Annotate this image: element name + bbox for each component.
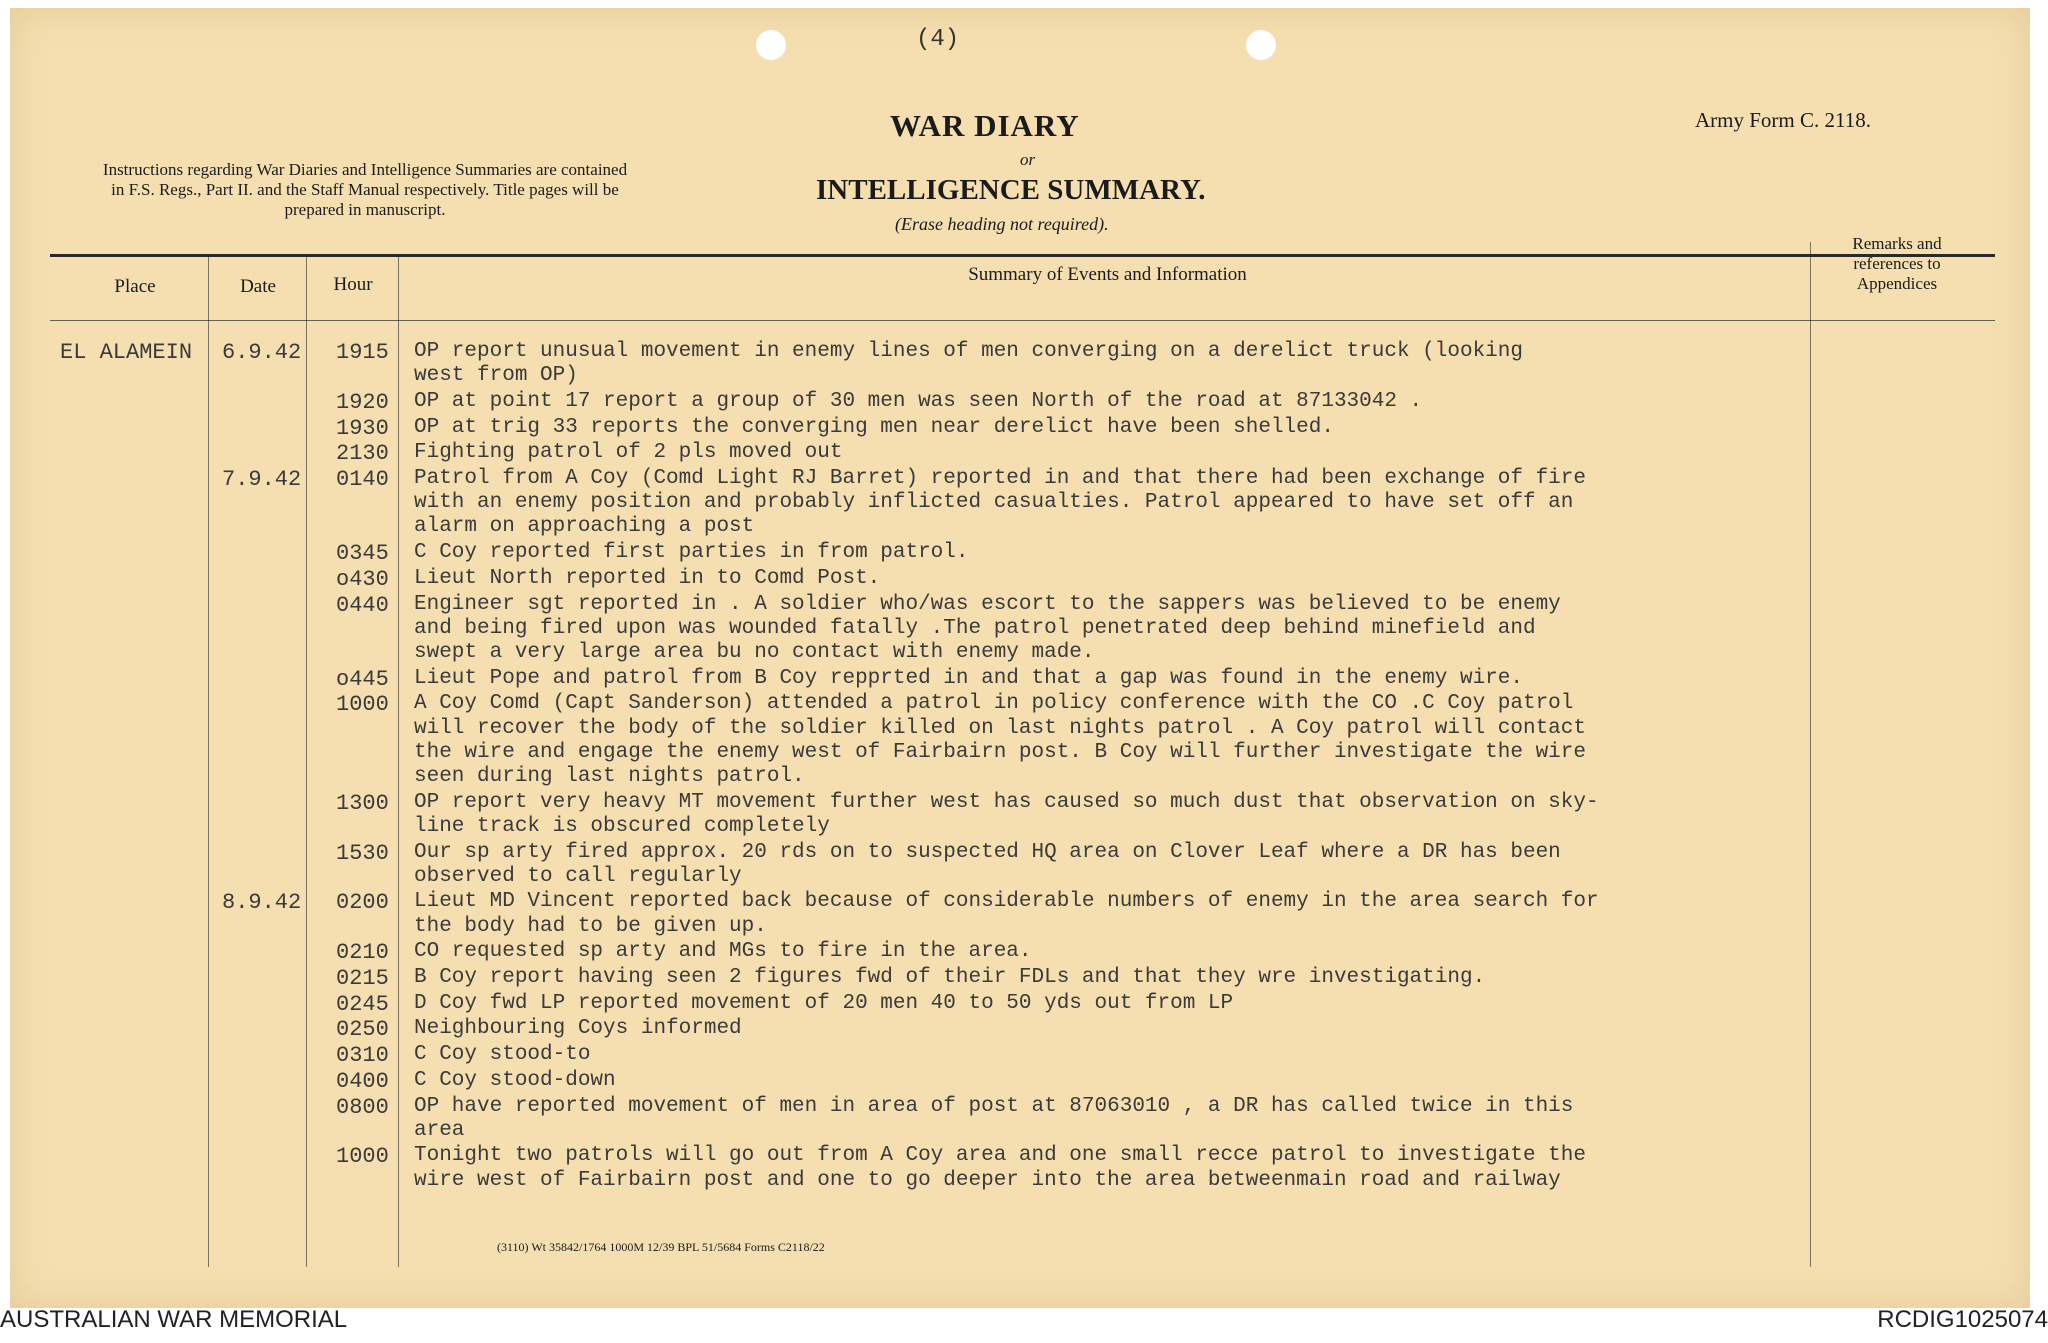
column-divider-summary bbox=[1810, 242, 1811, 1267]
entry-hour: 0210 bbox=[336, 940, 389, 966]
entry-text-line: Engineer sgt reported in . A soldier who/was escort to the sappers was believed to be enemy bbox=[414, 592, 1561, 616]
entry-text-line: alarm on approaching a post bbox=[414, 515, 755, 539]
diary-sheet bbox=[10, 8, 2030, 1308]
entry-text-line: will recover the body of the soldier killed on last nights patrol . A Coy patrol will contact bbox=[414, 716, 1586, 740]
entry-hour: 0345 bbox=[336, 541, 389, 567]
entry-hour: 1920 bbox=[336, 389, 389, 415]
entry-date: 6.9.42 bbox=[222, 340, 302, 365]
entry-hour: 0440 bbox=[336, 592, 389, 618]
entry-text-line: A Coy Comd (Capt Sanderson) attended a patrol in policy conference with the CO .C Coy patrol bbox=[414, 692, 1574, 716]
entry-text-line: OP at point 17 report a group of 30 men was seen North of the road at 87133042 . bbox=[414, 389, 1423, 413]
entry-hour: 0215 bbox=[336, 966, 389, 991]
entry-text-line: observed to call regularly bbox=[414, 864, 742, 888]
instructions-text: Instructions regarding War Diaries and Intelligence Summaries are contained in F.S. Regs., Part II. and the Staff Manual respectively. Title pages will be prepared in manuscript. bbox=[102, 160, 628, 219]
entry-text-line: B Coy report having seen 2 figures fwd of their FDLs and that they wre investigating. bbox=[414, 966, 1486, 989]
entry-hour: 0245 bbox=[336, 991, 389, 1017]
entry-hour: 0250 bbox=[336, 1017, 389, 1043]
column-divider-hour bbox=[398, 257, 399, 1267]
entry-text-line: Lieut North reported in to Comd Post. bbox=[414, 566, 881, 590]
entry-hour: 0400 bbox=[336, 1068, 389, 1094]
entry-hour: 1300 bbox=[336, 790, 389, 816]
printer-imprint: (3110) Wt 35842/1764 1000M 12/39 BPL 51/5684 Forms C2118/22 bbox=[497, 1240, 825, 1254]
entry-date: 8.9.42 bbox=[222, 890, 302, 916]
entry-text-line: west from OP) bbox=[414, 364, 578, 388]
header-place: Place bbox=[114, 276, 156, 297]
punch-hole-left bbox=[756, 30, 786, 60]
header-date: Date bbox=[240, 276, 276, 297]
entry-text-line: and being fired upon was wounded fatally .The patrol penetrated deep behind minefield and bbox=[414, 616, 1536, 640]
army-form-label: Army Form C. 2118. bbox=[1695, 108, 1871, 132]
entry-text-line: C Coy stood-down bbox=[414, 1068, 616, 1092]
entry-text-line: D Coy fwd LP reported movement of 20 men 40 to 50 yds out from LP bbox=[414, 991, 1234, 1015]
caption-left: AUSTRALIAN WAR MEMORIAL bbox=[0, 1306, 348, 1333]
place-value: EL ALAMEIN bbox=[60, 340, 193, 365]
entry-text-line: Patrol from A Coy (Comd Light RJ Barret) reported in and that there had been exchange of fire bbox=[414, 467, 1586, 490]
header-top-rule bbox=[50, 254, 1995, 257]
entry-hour: 0200 bbox=[336, 890, 389, 916]
entry-hour: 1000 bbox=[336, 1144, 389, 1170]
title-or: or bbox=[1020, 150, 1036, 169]
entry-text-line: CO requested sp arty and MGs to fire in the area. bbox=[414, 940, 1032, 964]
entry-text-line: Lieut Pope and patrol from B Coy repprted in and that a gap was found in the enemy wire. bbox=[414, 666, 1523, 690]
entry-date: 7.9.42 bbox=[222, 467, 302, 492]
entry-text-line: OP have reported movement of men in area of post at 87063010 , a DR has called twice in this bbox=[414, 1094, 1574, 1118]
entry-hour: o445 bbox=[336, 666, 389, 692]
entry-text-line: seen during last nights patrol. bbox=[414, 764, 805, 788]
header-summary: Summary of Events and Information bbox=[968, 264, 1247, 285]
form-title: WAR DIARY bbox=[890, 108, 1080, 143]
entry-text-line: Lieut MD Vincent reported back because of considerable numbers of enemy in the area search for bbox=[414, 890, 1599, 914]
entry-text-line: C Coy stood-to bbox=[414, 1043, 591, 1067]
entry-hour: 2130 bbox=[336, 441, 389, 467]
punch-hole-right bbox=[1246, 30, 1276, 60]
entry-text-line: the wire and engage the enemy west of Fairbairn post. B Coy will further investigate the wire bbox=[414, 740, 1586, 764]
entry-text-line: the body had to be given up. bbox=[414, 914, 767, 938]
entry-text-line: Neighbouring Coys informed bbox=[414, 1017, 742, 1041]
header-remarks: Remarks and references to Appendices bbox=[1852, 234, 1942, 293]
entry-text-line: Fighting patrol of 2 pls moved out bbox=[414, 441, 843, 465]
column-divider-place bbox=[208, 257, 209, 1267]
erase-note: (Erase heading not required). bbox=[895, 214, 1109, 234]
column-divider-date bbox=[306, 257, 307, 1267]
entry-text-line: Our sp arty fired approx. 20 rds on to suspected HQ area on Clover Leaf where a DR has been bbox=[414, 840, 1561, 864]
form-subtitle: INTELLIGENCE SUMMARY. bbox=[816, 174, 1206, 206]
entry-hour: 0310 bbox=[336, 1043, 389, 1069]
entry-text-line: OP report unusual movement in enemy lines of men converging on a derelict truck (looking bbox=[414, 340, 1523, 363]
entry-hour: o430 bbox=[336, 566, 389, 592]
entry-text-line: line track is obscured completely bbox=[414, 814, 830, 838]
header-hour: Hour bbox=[333, 274, 373, 295]
entry-hour: 1530 bbox=[336, 840, 389, 866]
entry-hour: 0800 bbox=[336, 1094, 389, 1120]
caption-right: RCDIG1025074 bbox=[1877, 1306, 2048, 1333]
entry-text-line: C Coy reported first parties in from patrol. bbox=[414, 541, 969, 565]
entry-text-line: Tonight two patrols will go out from A Coy area and one small recce patrol to investigate the bbox=[414, 1144, 1586, 1168]
entry-text-line: with an enemy position and probably inflicted casualties. Patrol appeared to have set off an bbox=[414, 491, 1574, 515]
entry-hour: 0140 bbox=[336, 467, 389, 492]
entry-hour: 1930 bbox=[336, 415, 389, 441]
entry-text-line: swept a very large area bu no contact with enemy made. bbox=[414, 640, 1095, 664]
header-bottom-rule bbox=[50, 320, 1995, 321]
entry-text-line: wire west of Fairbairn post and one to go deeper into the area betweenmain road and railway bbox=[414, 1168, 1561, 1192]
entry-text-line: area bbox=[414, 1118, 465, 1142]
entry-text-line: OP at trig 33 reports the converging men near derelict have been shelled. bbox=[414, 415, 1334, 439]
entry-hour: 1915 bbox=[336, 340, 389, 365]
page-number: (4) bbox=[916, 26, 960, 53]
entry-hour: 1000 bbox=[336, 692, 389, 718]
entry-text-line: OP report very heavy MT movement further west has caused so much dust that observation on sky- bbox=[414, 790, 1599, 814]
